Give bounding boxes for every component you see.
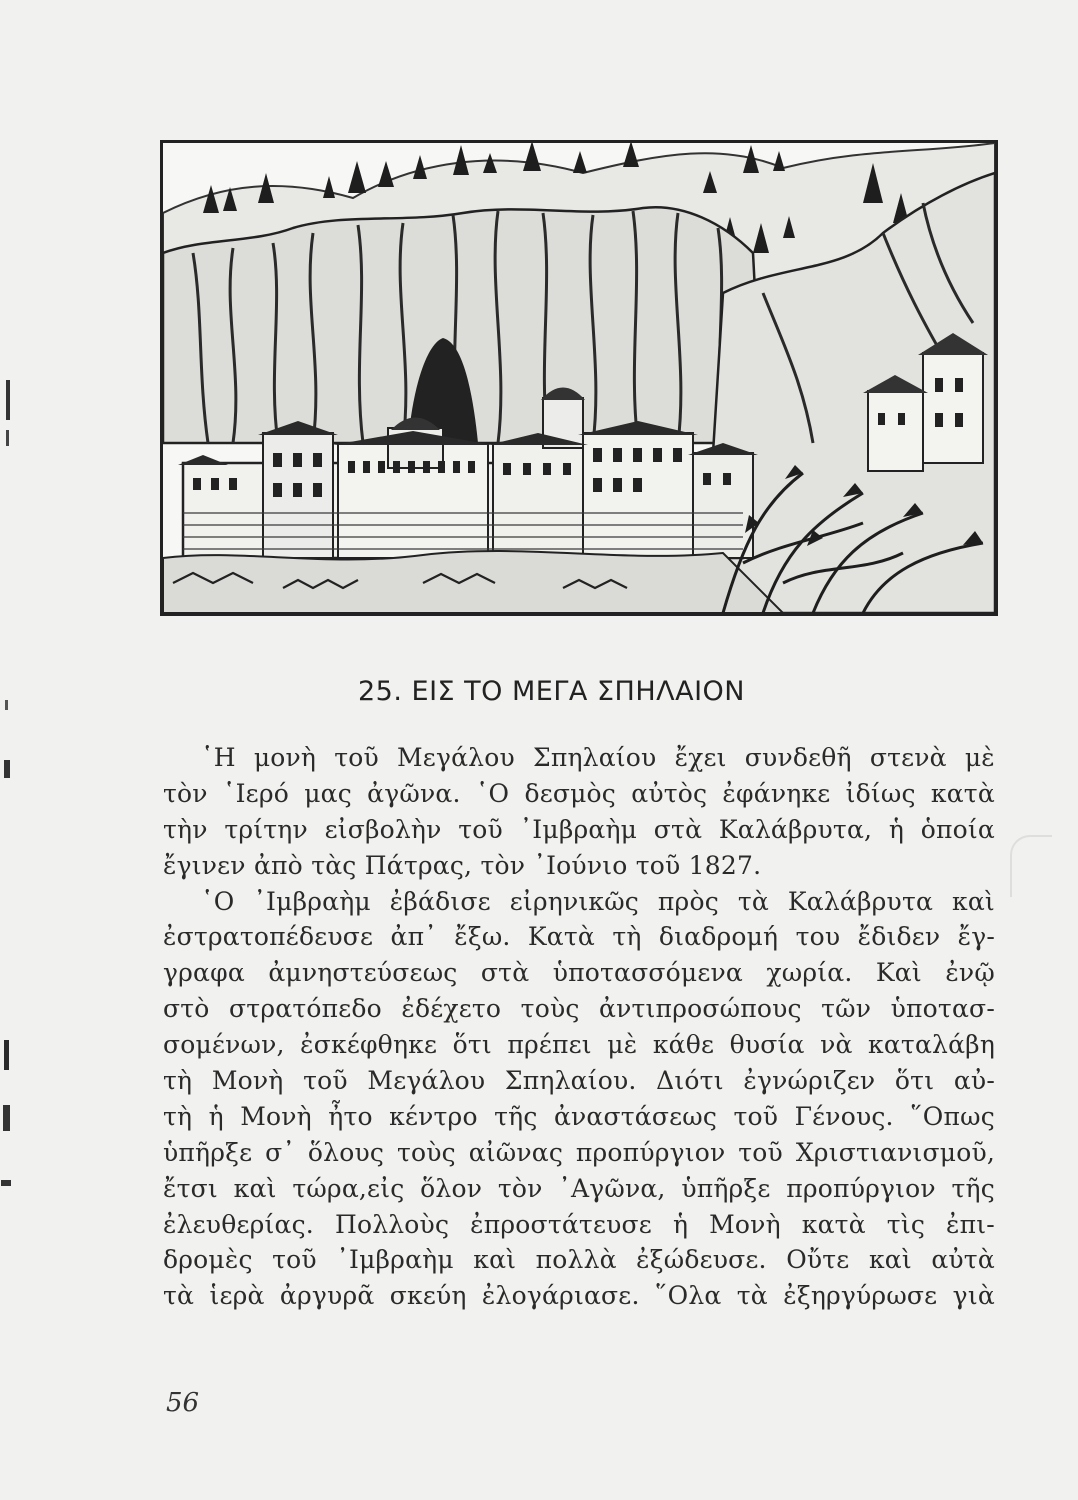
word: ὅτι: [452, 1030, 492, 1060]
word: σκεύη: [389, 1281, 467, 1311]
text-line: [163, 1063, 995, 1099]
text-line: [163, 1207, 995, 1243]
word: τοῦ: [458, 814, 503, 844]
word: τὸν: [163, 778, 208, 808]
monastery-illustration: [160, 140, 998, 616]
word: τὸν: [497, 1173, 543, 1203]
word: χωρία.: [766, 958, 853, 988]
word: τὴ: [612, 922, 642, 952]
word: στὸ: [163, 994, 210, 1024]
word: ῞Οπως: [910, 1101, 995, 1131]
word: ἐδέχετο: [401, 994, 502, 1024]
word: ἐβάδισε: [389, 886, 491, 916]
word: ἡ: [672, 1209, 689, 1239]
word: ἐφάνηκε: [722, 778, 831, 808]
text-line: [163, 740, 995, 776]
word: θυσία: [729, 1030, 805, 1060]
word: ῾Ιερό: [222, 778, 289, 808]
word: καὶ: [473, 1245, 517, 1275]
word: στρατόπεδο: [229, 994, 382, 1024]
word: ἀργυρᾶ: [279, 1281, 375, 1311]
text-line: [163, 1135, 995, 1171]
word: ῾Ο: [201, 886, 235, 916]
word: ὅτι: [894, 1066, 935, 1096]
word: ἀναστάσεως: [553, 1101, 718, 1131]
word: ἐλογάριασε.: [481, 1281, 640, 1311]
word: ἐπι-: [946, 1209, 995, 1239]
word: προπύργιον: [786, 1173, 936, 1203]
word: Γένους.: [794, 1101, 894, 1131]
word: τὰ: [737, 886, 769, 916]
word: νὰ: [820, 1030, 853, 1060]
word: τρίτην: [224, 814, 308, 844]
word: ἔξω.: [454, 922, 511, 952]
word: Μονὴ: [709, 1209, 781, 1239]
scan-margin-marks: [0, 360, 14, 1220]
word: τώρα,εἰς: [292, 1173, 405, 1203]
word: ἔχει: [674, 743, 727, 772]
word: ἔγ-: [957, 922, 995, 952]
word: κάθε: [652, 1030, 715, 1060]
word: Μονὴ: [240, 1101, 312, 1131]
word: τοῦ: [272, 1245, 317, 1275]
word: Χριστιανισμοῦ,: [795, 1137, 995, 1167]
word: προπύργιον: [575, 1137, 726, 1167]
word: Πάτρας,: [364, 850, 473, 880]
chapter-title: 25. ΕΙΣ ΤΟ ΜΕΓΑ ΣΠΗΛΑΙΟΝ: [358, 676, 745, 707]
word: ἡ: [208, 1101, 224, 1131]
word: ὁποία: [920, 814, 995, 844]
word: τοὺς: [520, 994, 580, 1024]
text-line: [163, 1171, 995, 1207]
word: γιὰ: [952, 1281, 995, 1311]
word: ὑπῆρξε: [681, 1173, 771, 1203]
word: καὶ: [868, 1245, 912, 1275]
word: πρέπει: [507, 1030, 592, 1060]
word: ὑποτασ-: [890, 994, 995, 1024]
word: ᾿Αγῶνα,: [558, 1173, 666, 1203]
word: ἐγνώριζεν: [743, 1066, 876, 1096]
word: Μεγάλου: [397, 743, 515, 772]
word: ἀπ᾿: [390, 922, 437, 952]
word: ἰδίως: [845, 778, 916, 808]
word: Διότι: [656, 1066, 724, 1096]
word: ᾿Ιμβραὴμ: [253, 886, 371, 916]
word: Καὶ: [875, 958, 922, 988]
word: ἀπὸ: [253, 850, 303, 880]
word: Μεγάλου: [367, 1066, 486, 1096]
word: τοῦ: [635, 850, 681, 880]
word: τοὺς: [396, 1137, 456, 1167]
word: του: [795, 922, 841, 952]
word: στενὰ: [869, 743, 947, 772]
text-line: [163, 848, 995, 884]
word: σομένων,: [163, 1030, 285, 1060]
word: τὴν: [163, 814, 208, 844]
word: ῾Ο: [475, 778, 510, 808]
word: ἐπροστάτευσε: [470, 1209, 652, 1239]
word: αὐ-: [953, 1066, 995, 1096]
word: μὲ: [964, 743, 995, 772]
word: μας: [304, 778, 352, 808]
text-line: [163, 1242, 995, 1278]
word: ὑπῆρξε: [163, 1137, 253, 1167]
word: κέντρο: [389, 1101, 478, 1131]
word: δεσμὸς: [524, 778, 617, 808]
text-line: [163, 1278, 995, 1314]
word: ἐλευθερίας.: [163, 1209, 314, 1239]
word: ὑποτασσόμενα: [552, 958, 743, 988]
word: ἔδιδεν: [857, 922, 941, 952]
word: αὐτὸς: [631, 778, 708, 808]
word: Πολλοὺς: [334, 1209, 450, 1239]
word: ᾿Ιούνιο: [533, 850, 628, 880]
word: ἔγινεν: [163, 850, 246, 880]
word: Καλάβρυτα,: [718, 814, 873, 844]
word: ἦτο: [328, 1101, 373, 1131]
word: συνδεθῆ: [744, 743, 852, 772]
word: κατὰ: [930, 778, 995, 808]
word: ᾿Ιμβραὴμ: [336, 1245, 454, 1275]
word: κατὰ: [801, 1209, 866, 1239]
text-line: [163, 919, 995, 955]
word: τὰς: [311, 850, 357, 880]
word: δρομὲς: [163, 1245, 253, 1275]
word: πρὸς: [657, 886, 719, 916]
word: στὰ: [653, 814, 703, 844]
word: αὐτὰ: [931, 1245, 995, 1275]
word: τῆς: [494, 1101, 538, 1131]
word: εἰσβολὴν: [324, 814, 442, 844]
word: τὴ: [163, 1101, 193, 1131]
word: γραφα: [163, 958, 245, 988]
word: τοῦ: [334, 743, 379, 772]
text-line: [163, 812, 995, 848]
word: τῶν: [821, 994, 872, 1024]
word: ὅλους: [307, 1137, 385, 1167]
word: Καλάβρυτα: [787, 886, 934, 916]
word: διαδρομή: [658, 922, 779, 952]
word: τὶς: [886, 1209, 926, 1239]
word: ἡ: [888, 814, 905, 844]
word: τὸν: [480, 850, 526, 880]
word: στὰ: [480, 958, 530, 988]
word: ἱερὰ: [209, 1281, 265, 1311]
word: τοῦ: [738, 1137, 783, 1167]
word: τὰ: [736, 1281, 768, 1311]
word: καὶ: [233, 1173, 277, 1203]
word: μονὴ: [253, 743, 317, 772]
word: ἀντιπροσώπους: [599, 994, 802, 1024]
text-line: [163, 884, 995, 920]
word: πολλὰ: [535, 1245, 617, 1275]
word: τοῦ: [303, 1066, 348, 1096]
text-line: [163, 955, 995, 991]
word: ἐσκέφθηκε: [300, 1030, 438, 1060]
word: Οὔτε: [786, 1245, 850, 1275]
word: τῆς: [951, 1173, 995, 1203]
word: Σπηλαίου: [532, 743, 657, 772]
bleed-through-mark: [1010, 835, 1052, 897]
text-line: [163, 1027, 995, 1063]
text-line: [163, 1099, 995, 1135]
word: ἔτσι: [163, 1173, 218, 1203]
word: τὴ: [163, 1066, 193, 1096]
word: ἐξώδευσε.: [636, 1245, 767, 1275]
word: Μονὴ: [211, 1066, 284, 1096]
body-text: [163, 740, 995, 1314]
word: 1827.: [688, 850, 762, 880]
word: ἐξηργύρωσε: [783, 1281, 938, 1311]
text-line: [163, 776, 995, 812]
word: μὲ: [607, 1030, 638, 1060]
word: αἰῶνας: [468, 1137, 564, 1167]
word: εἰρηνικῶς: [509, 886, 639, 916]
word: ῞Ολα: [654, 1281, 722, 1311]
word: καταλάβη: [868, 1030, 995, 1060]
word: ῾Η: [201, 743, 236, 772]
word: τὰ: [163, 1281, 195, 1311]
word: ὅλον: [420, 1173, 483, 1203]
word: ᾿Ιμβραὴμ: [519, 814, 638, 844]
word: ἀμνηστεύσεως: [268, 958, 458, 988]
page-number: 56: [166, 1388, 200, 1418]
text-line: [163, 991, 995, 1027]
word: σ᾿: [265, 1137, 296, 1167]
word: ἐνῷ: [945, 958, 995, 988]
word: Σπηλαίου.: [504, 1066, 637, 1096]
word: ἐστρατοπέδευσε: [163, 922, 374, 952]
word: Κατὰ: [527, 922, 595, 952]
word: καὶ: [952, 886, 995, 916]
word: τοῦ: [733, 1101, 779, 1131]
word: ἀγῶνα.: [367, 778, 461, 808]
